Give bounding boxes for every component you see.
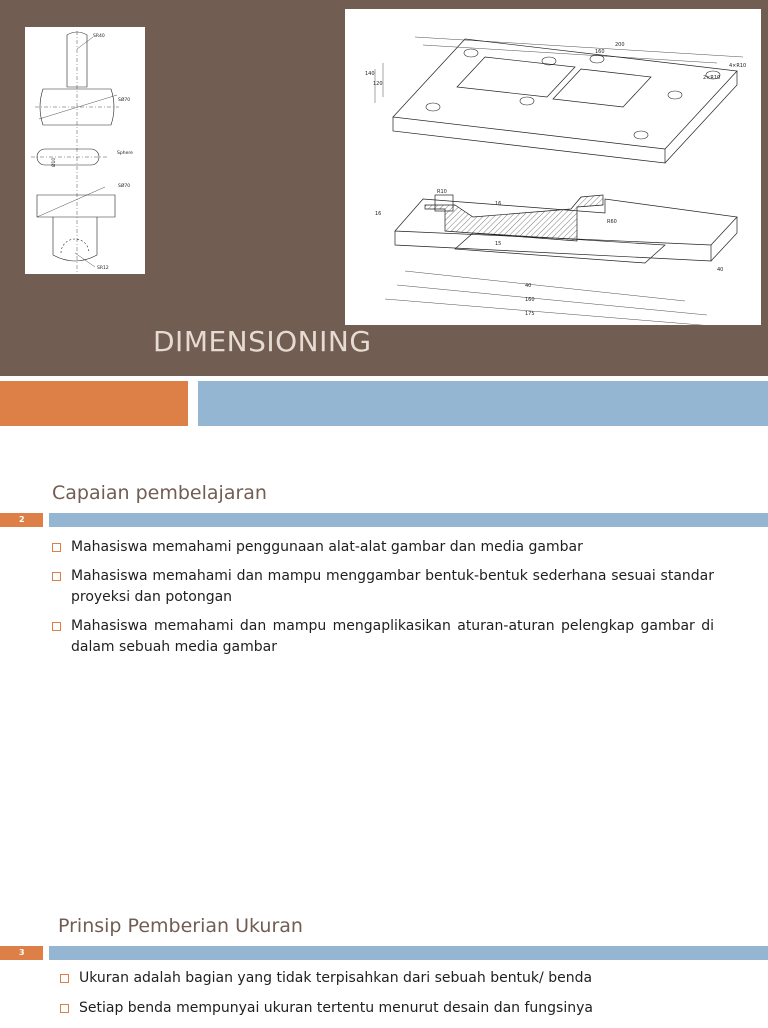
dim-upper-4xr10: 4×R10 [729,63,747,69]
accent-bar-orange [0,381,188,426]
spherical-dimension-drawing [25,27,145,274]
list-item [60,998,720,1019]
title-slide [0,0,768,376]
bullet-text: Mahasiswa memahami dan mampu mengaplikasikan aturan-aturan pelengkap gambar di dalam sebuah media gambar [71,618,714,655]
label-sr40: SR40 [93,34,105,39]
label-diameter-10: Ø10 [52,157,57,167]
dim-upper-140: 140 [365,71,375,77]
dim-lower-175: 160 [525,297,535,303]
square-bullet-icon [52,572,61,581]
square-bullet-icon [52,622,61,631]
heading-rule [49,513,768,527]
bullet-text: Ukuran adalah bagian yang tidak terpisahkan dari sebuah bentuk/ benda [79,970,593,986]
dim-lower-16a: R10 [437,189,447,195]
dim-upper-160: 160 [595,49,605,55]
square-bullet-icon [60,1004,69,1013]
slide-heading: Prinsip Pemberian Ukuran [58,915,303,937]
bullet-list [60,968,720,1028]
slide-heading: Capaian pembelajaran [52,482,267,504]
list-item [52,537,714,558]
dim-upper-200: 200 [615,42,625,48]
dim-lower-r60: R60 [607,219,617,225]
dim-lower-15: 16 [375,211,382,217]
accent-bar-blue [198,381,768,426]
label-sphere: Sphere [117,151,133,156]
dim-lower-40a: 15 [495,241,502,247]
bullet-list [52,537,714,666]
slide-number: 2 [0,513,43,527]
dim-lower-160: 40 [525,283,532,289]
dim-lower-16b: 16 [495,201,502,207]
list-item [60,968,720,989]
bullet-text: Mahasiswa memahami penggunaan alat-alat gambar dan media gambar [71,539,583,555]
label-s-diameter-70-b: SØ70 [118,184,131,189]
slide-title: DIMENSIONING [153,325,372,358]
bullet-text: Setiap benda mempunyai ukuran tertentu menurut desain dan fungsinya [79,1000,593,1016]
isometric-plate-drawing [345,9,761,325]
list-item [52,566,714,608]
square-bullet-icon [60,974,69,983]
dim-upper-2xr10: 2×R10 [703,75,721,81]
heading-rule [49,946,768,960]
label-sr12: SR12 [97,266,109,271]
dim-lower-40b: 40 [717,267,724,273]
list-item [52,616,714,658]
label-s-diameter-70-a: SØ70 [118,98,131,103]
slide-number: 3 [0,946,43,960]
square-bullet-icon [52,543,61,552]
dim-lower-200: 175 [525,311,535,317]
dim-upper-120: 120 [373,81,383,87]
bullet-text: Mahasiswa memahami dan mampu menggambar bentuk-bentuk sederhana sesuai standar proyeksi dan potongan [71,568,714,605]
